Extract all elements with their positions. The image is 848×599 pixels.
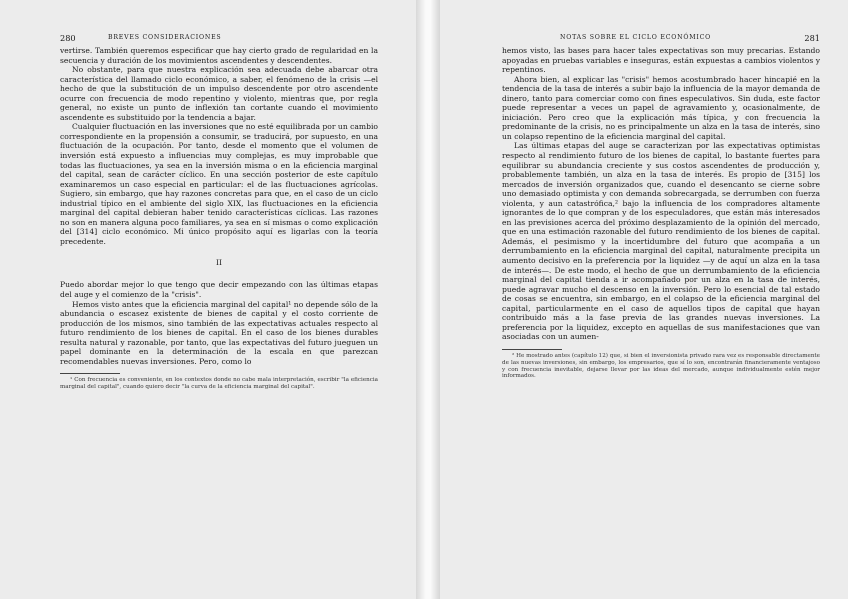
left-paragraph-2: No obstante, para que nuestra explicación sea adecuada debe abarcar otra característica del llamado ciclo económico, a saber, el fenómeno de la crisis —el hecho de que la substitución de un impulso descendente por otro ascendente ocurre con frecuencia de modo repentino y violento, mientras que, por regla general, no existe un punto de inflexión tan cortante cuando el movimiento ascendente es substituido por la tendencia a bajar. — [60, 65, 378, 122]
right-paragraph-3: Las últimas etapas del auge se caracterizan por las expectativas optimistas respecto al rendimiento futuro de los bienes de capital, lo bastante fuertes para equilibrar su abundancia creciente y sus costos ascendentes de producción y, probablemente también, un alza en la tasa de interés. Es propio de [315] los mercados de inversión organizados que, cuando el desencanto se cierne sobre uno demasiado optimista y con demanda sobrecargada, se derrumben con fuerza violenta, y aun catastrófica,² bajo la influencia de los compradores altamente ignorantes de lo que compran y de los especuladores, que están más interesados en las previsiones acerca del próximo desplazamiento de la opinión del mercado, que en una estimación razonable del futuro rendimiento de los bienes de capital. Además, el pesimismo y la incertidumbre del futuro que acompaña a un derrumbamiento en la eficiencia marginal del capital, naturalmente precipita un aumento decisivo en la preferencia por la liquidez —y de aquí un alza en la tasa de interés—. De este modo, el hecho de que un derrumbamiento de la eficiencia marginal del capital tienda a ir acompañado por un alza en la tasa de interés, puede agravar mucho el descenso en la inversión. Pero lo esencial de tal estado de cosas se encuentra, sin embargo, en el colapso de la eficiencia marginal del capital, particularmente en el caso de aquellos tipos de capital que hayan contribuido más a la fase previa de las grandes nuevas inversiones. La preferencia por la liquidez, excepto en aquellas de sus manifestaciones que van asociadas con un aumen- — [502, 141, 820, 342]
left-section-paragraph-1: Puedo abordar mejor lo que tengo que decir empezando con las últimas etapas del auge y el comienzo de la "crisis". — [60, 280, 378, 300]
left-page-number: 280 — [60, 33, 76, 43]
right-running-title: NOTAS SOBRE EL CICLO ECONÓMICO — [560, 34, 711, 41]
left-page — [0, 0, 416, 599]
right-footnote-rule — [502, 349, 562, 350]
book-gutter — [416, 0, 440, 599]
left-footnote-rule — [60, 373, 120, 374]
right-paragraph-1: hemos visto, las bases para hacer tales expectativas son muy precarias. Estando apoyadas en pruebas variables e inseguras, están expuestas a cambios violentos y repentinos. — [502, 46, 820, 75]
right-page — [440, 0, 848, 599]
right-running-head — [502, 33, 820, 43]
right-paragraph-2: Ahora bien, al explicar las "crisis" hemos acostumbrado hacer hincapié en la tendencia de la tasa de interés a subir bajo la influencia de la mayor demanda de dinero, tanto para comerciar como con fines especulativos. Sin duda, este factor puede representar a veces un papel de agravamiento y, ocasionalmente, de iniciación. Pero creo que la explicación más típica, y con frecuencia la predominante de la crisis, no es principalmente un alza en la tasa de interés, sino un colapso repentino de la eficiencia marginal del capital. — [502, 74, 820, 141]
right-page-text — [502, 46, 820, 380]
left-footnote: ¹ Con frecuencia es conveniente, en los contextos donde no cabe mala interpretación, escribir "la eficiencia marginal del capital", cuando quiero decir "la curva de la eficiencia marginal del capital". — [60, 377, 378, 391]
left-running-title: BREVES CONSIDERACIONES — [108, 34, 222, 41]
left-paragraph-1: vertirse. También queremos especificar que hay cierto grado de regularidad en la secuencia y duración de los movimientos ascendentes y descendentes. — [60, 46, 378, 65]
right-footnote: ² He mostrado antes (capítulo 12) que, si bien el inversionista privado rara vez es responsable directamente de las nuevas inversiones, sin embargo, los empresarios, que sí lo son, encontrarán financieramente ventajoso y con frecuencia inevitable, dejarse llevar por las ideas del mercado, aunque individualmente estén mejor informados. — [502, 352, 820, 380]
left-paragraph-3: Cualquier fluctuación en las inversiones que no esté equilibrada por un cambio correspondiente en la propensión a consumir, se traducirá, por supuesto, en una fluctuación de la ocupación. Por tanto, desde el momento que el volumen de inversión está expuesto a influencias muy complejas, es muy improbable que todas las fluctuaciones, ya sea en la inversión misma o en la eficiencia marginal del capital, sean de carácter cíclico. En una sección posterior de este capítulo examinaremos un caso especial en particular: el de las fluctuaciones agrícolas. Sugiero, sin embargo, que hay razones concretas para que, en el caso de un ciclo industrial típico en el ambiente del siglo XIX, las fluctuaciones en la eficiencia marginal del capital debieran haber tenido características cíclicas. Las razones no son en manera alguna poco familiares, ya sea en sí mismas o como explicación del [314] ciclo económico. Mi único propósito aquí es ligarlas con la teoría precedente. — [60, 122, 378, 246]
section-number: II — [216, 258, 222, 268]
left-page-text — [60, 46, 378, 391]
right-page-number: 281 — [804, 33, 820, 43]
left-running-head — [60, 33, 378, 43]
left-section-paragraph-2: Hemos visto antes que la eficiencia marginal del capital¹ no depende sólo de la abundancia o escasez existente de bienes de capital y el costo corriente de producción de los mismos, sino también de las expectativas actuales respecto al futuro rendimiento de los bienes de capital. En el caso de los bienes durables resulta natural y razonable, por tanto, que las expectativas del futuro jueguen un papel dominante en la determinación de la escala en que parezcan recomendables nuevas inversiones. Pero, como lo — [60, 299, 378, 366]
